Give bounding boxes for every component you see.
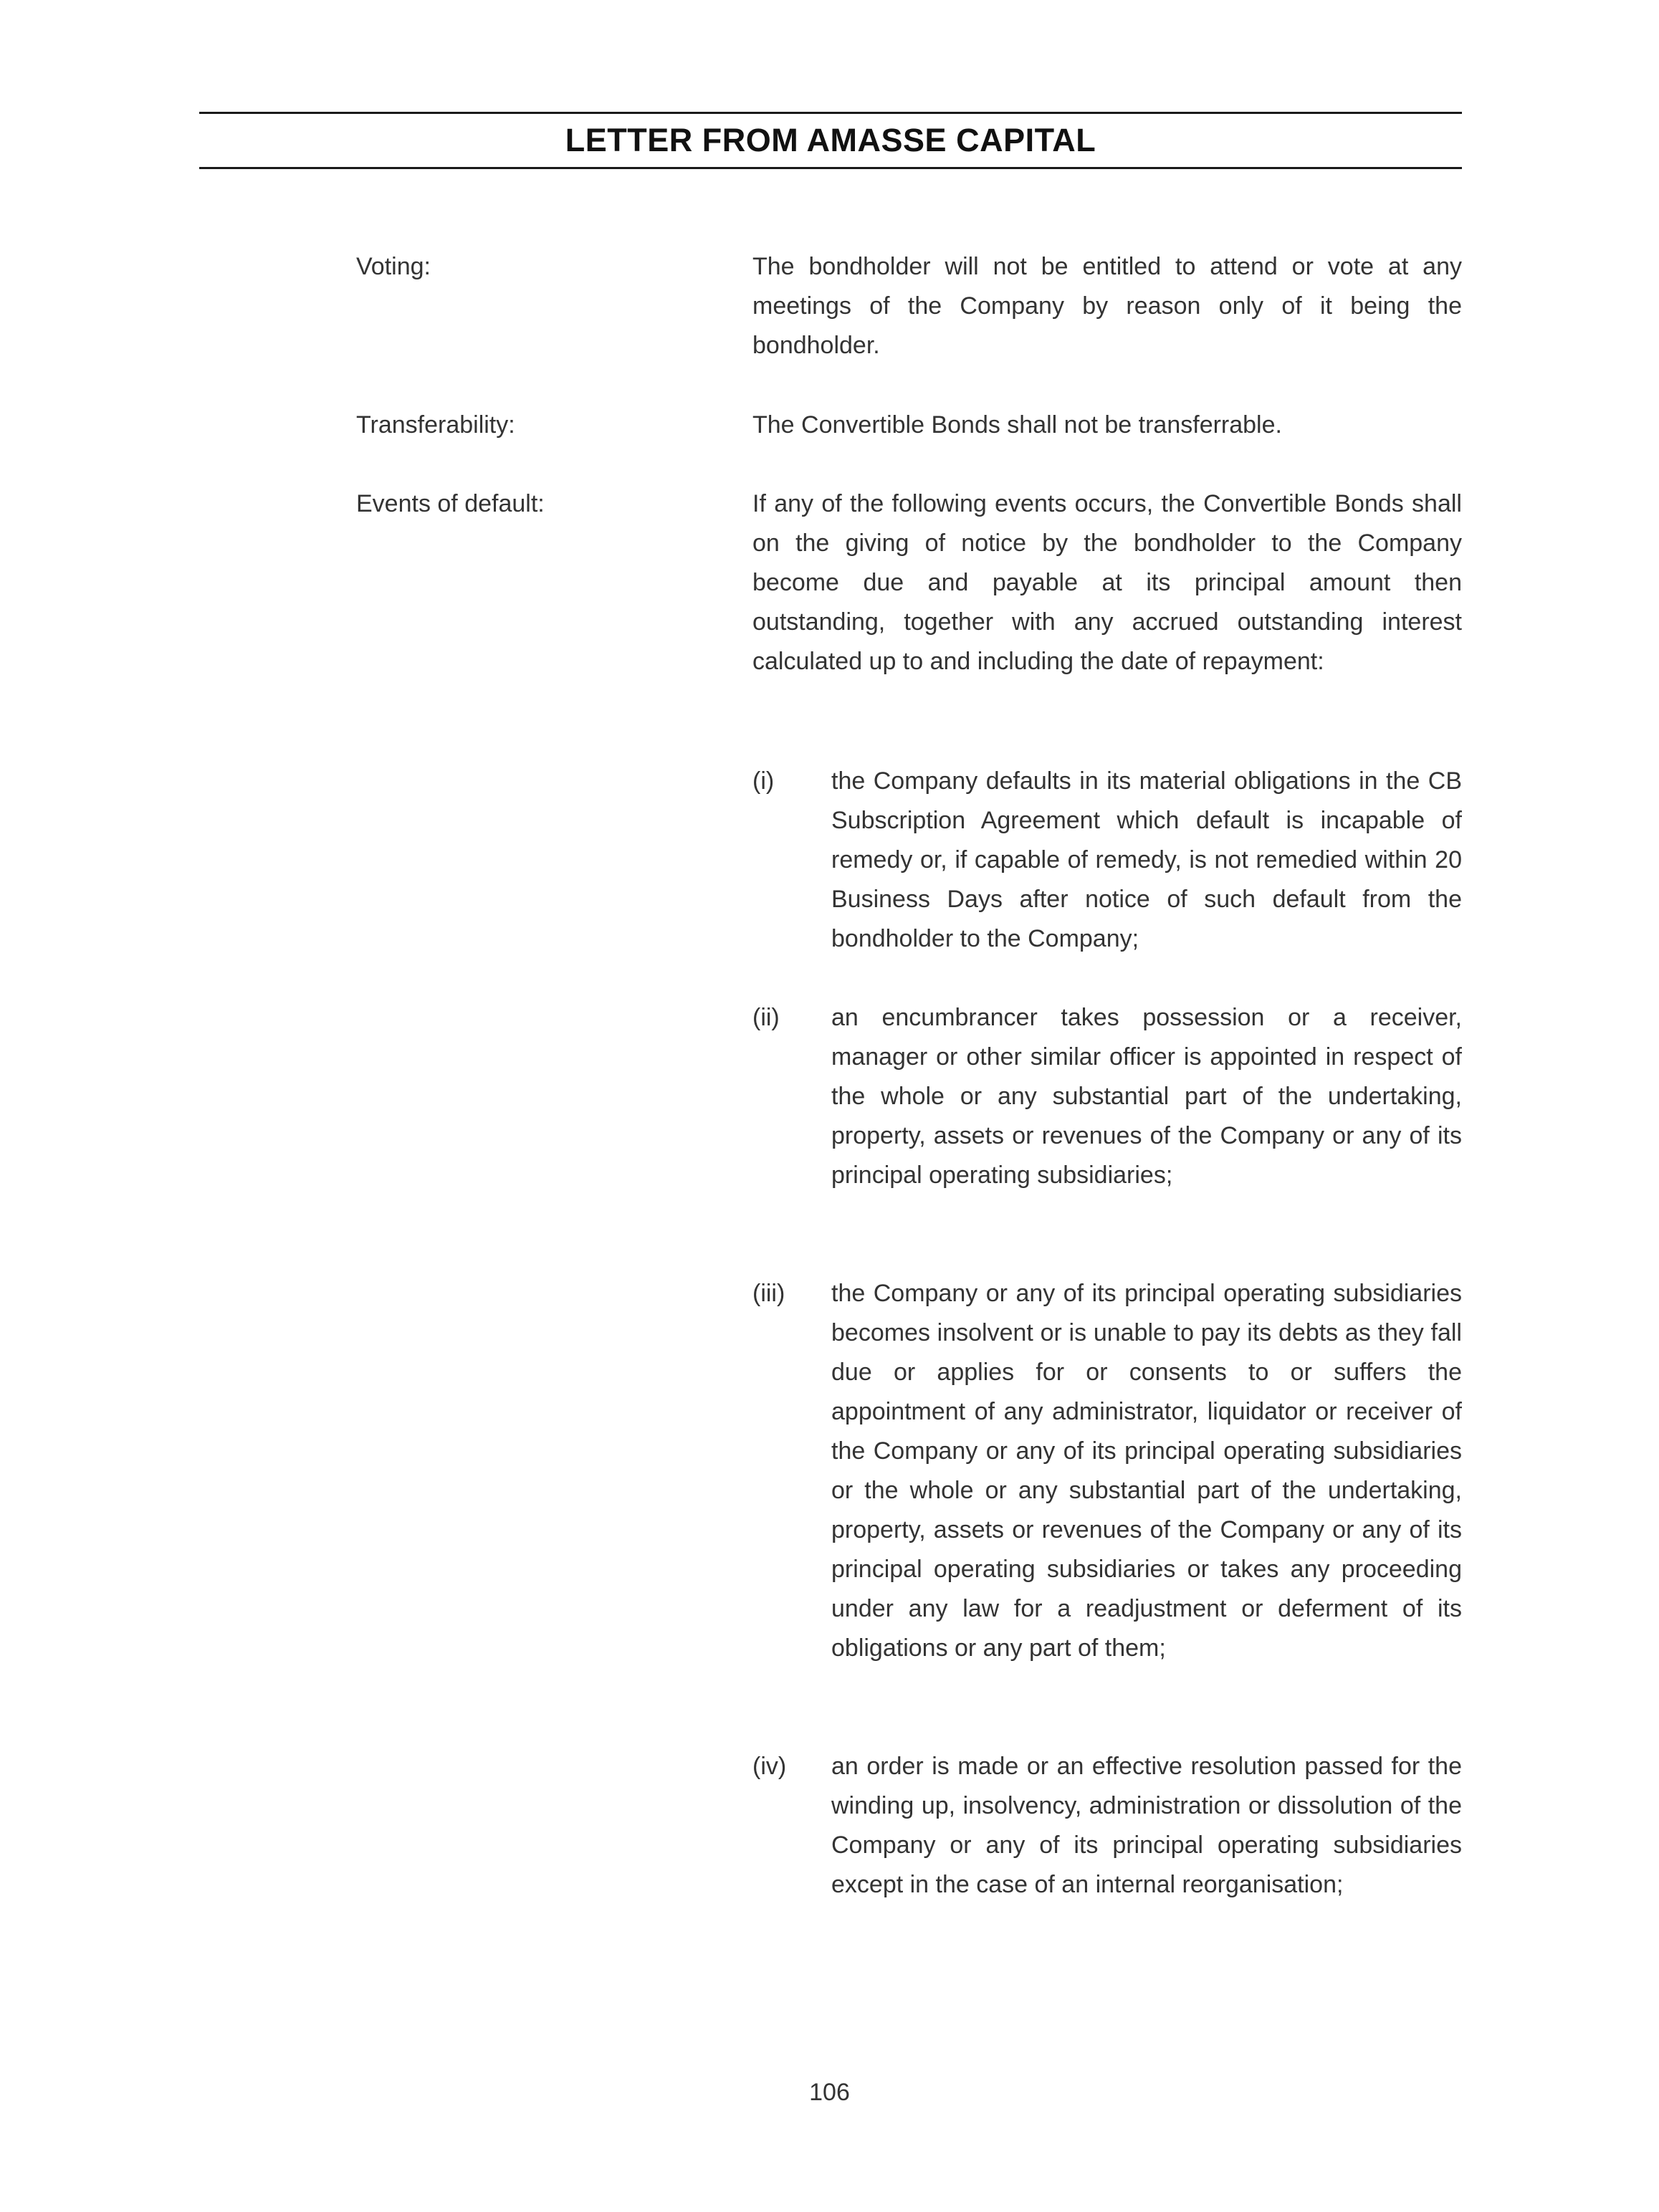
term-text: If any of the following events occurs, the Convertible Bonds shall on the giving of notice by the bondholder to the Company become due and payable at its principal amount then outstanding, together with any accrued outstanding interest calculated up to and including the date of repayment: xyxy=(752,490,1462,675)
clause-number: (ii) xyxy=(752,1004,780,1031)
term-text: The bondholder will not be entitled to attend or vote at any meetings of the Company by reason only of it being the bondholder. xyxy=(752,253,1462,359)
page-number: 106 xyxy=(809,2079,850,2106)
clause-number: (iii) xyxy=(752,1280,785,1307)
clause-text: the Company or any of its principal operating subsidiaries becomes insolvent or is unable to pay its debts as they fall due or applies for or consents to or suffers the appointment of any administrator, liquidator or receiver of the Company or any of its principal operating subsidiaries or the whole or any substantial part of the undertaking, property, assets or revenues of the Company or any of its principal operating subsidiaries or takes any proceeding under any law for a readjustment or deferment of its obligations or any part of them; xyxy=(831,1280,1462,1662)
clause-text: an encumbrancer takes possession or a receiver, manager or other similar officer is appointed in respect of the whole or any substantial part of the undertaking, property, assets or revenues of the Company or any of its principal operating subsidiaries; xyxy=(831,1004,1462,1189)
clause-text: an order is made or an effective resolution passed for the winding up, insolvency, administration or dissolution of the Company or any of its principal operating subsidiaries except in the case of an internal reorganisation; xyxy=(831,1753,1462,1898)
term-text: The Convertible Bonds shall not be transferrable. xyxy=(752,411,1282,439)
header-top-rule xyxy=(199,112,1462,114)
term-label: Voting: xyxy=(356,253,431,280)
clause-number: (iv) xyxy=(752,1753,787,1780)
page-title: LETTER FROM AMASSE CAPITAL xyxy=(565,122,1096,158)
header-bottom-rule xyxy=(199,167,1462,169)
clause-number: (i) xyxy=(752,767,775,795)
term-label: Events of default: xyxy=(356,490,545,517)
clause-text: the Company defaults in its material obligations in the CB Subscription Agreement which default is incapable of remedy or, if capable of remedy, is not remedied within 20 Business Days after notice of such default from the bondholder to the Company; xyxy=(831,767,1462,952)
term-label: Transferability: xyxy=(356,411,515,439)
